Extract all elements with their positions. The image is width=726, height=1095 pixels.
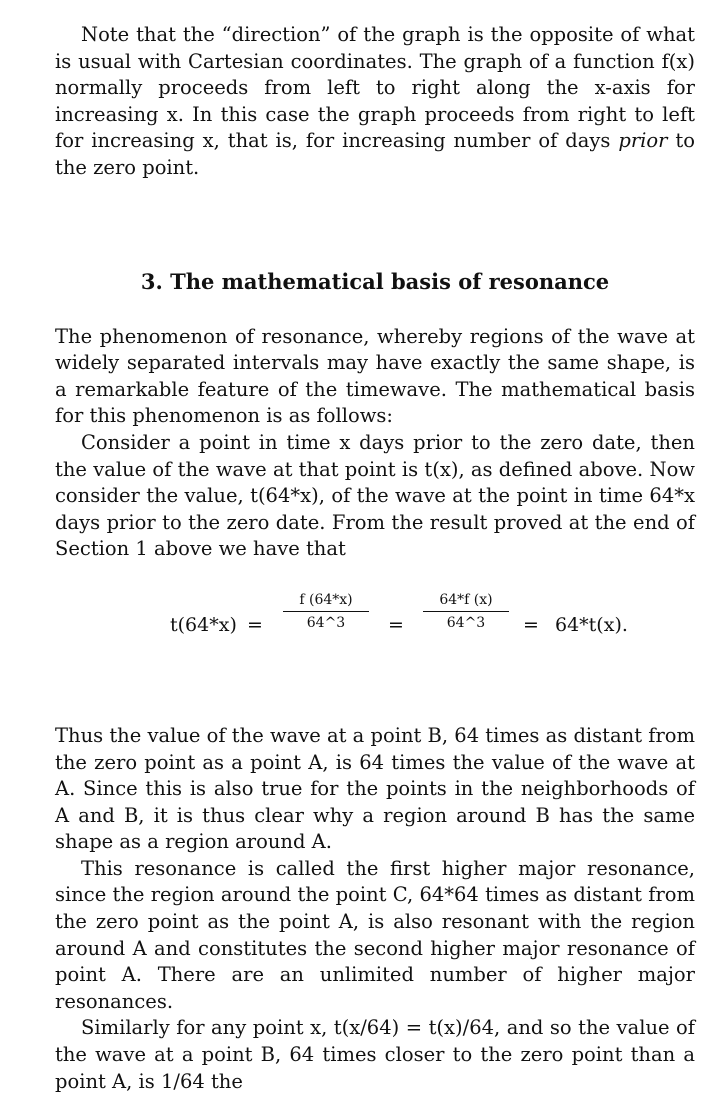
paragraph-consider-point: Consider a point in time x days prior to the zero date, then the value of the wave at that point is t(x), as defined above. Now consider the value, t(64*x), of the wave at the point in time 64*x days prior to the zero date. From the result proved at the end of Section 1 above we have that [55,430,695,561]
intro-text-end: to the zero point. [55,129,695,179]
fraction-numerator: 64*f (x) [423,591,509,612]
paragraph-point-b: Thus the value of the wave at a point B, 64 times as distant from the zero point as a point A, is 64 times the value of the wave at A. Since this is also true for the points in the neighborhoods of A and B, it is thus clear why a region around B has the same shape as a region around A. [55,723,695,854]
intro-paragraph [55,22,695,182]
section-heading: 3. The mathematical basis of resonance [140,268,610,294]
intro-emphasis: prior [618,129,668,153]
fraction-second [423,591,509,632]
fraction-first [283,591,369,632]
paragraph-resonance-intro: The phenomenon of resonance, whereby regions of the wave at widely separated intervals may have exactly the same shape, is a remarkable feature of the timewave. The mathematical basis for this phenomenon is as follows: [55,324,695,428]
fraction-denominator: 64^3 [306,614,346,631]
equation [55,591,695,671]
paragraph-similarly: Similarly for any point x, t(x/64) = t(x)/64, and so the value of the wave at a point B, 64 times closer to the zero point than a point A, is 1/64 the [55,1016,695,1093]
equation-lhs: t(64*x) [170,613,237,636]
equation-rhs: 64*t(x). [555,613,628,636]
equals-sign: = [247,613,263,636]
fraction-numerator: f (64*x) [283,591,369,612]
intro-text: Note that the “direction” of the graph is the opposite of what is usual with Cartesian coordinates. The graph of a function f(x) normally proceeds from left to right along the x-axis for increasing x. In this case the graph proceeds from right to left for increasing x, that is, for increasing number of days [55,23,695,153]
equals-sign: = [523,613,539,636]
page-content [55,22,695,1095]
fraction-denominator: 64^3 [446,614,486,631]
equals-sign: = [388,613,404,636]
paragraph-higher-resonance: This resonance is called the first higher major resonance, since the region around the point C, 64*64 times as distant from the zero point as the point A, is also resonant with the region around A and constitutes the second higher major resonance of point A. There are an unlimited number of higher major resonances. [55,856,695,1013]
